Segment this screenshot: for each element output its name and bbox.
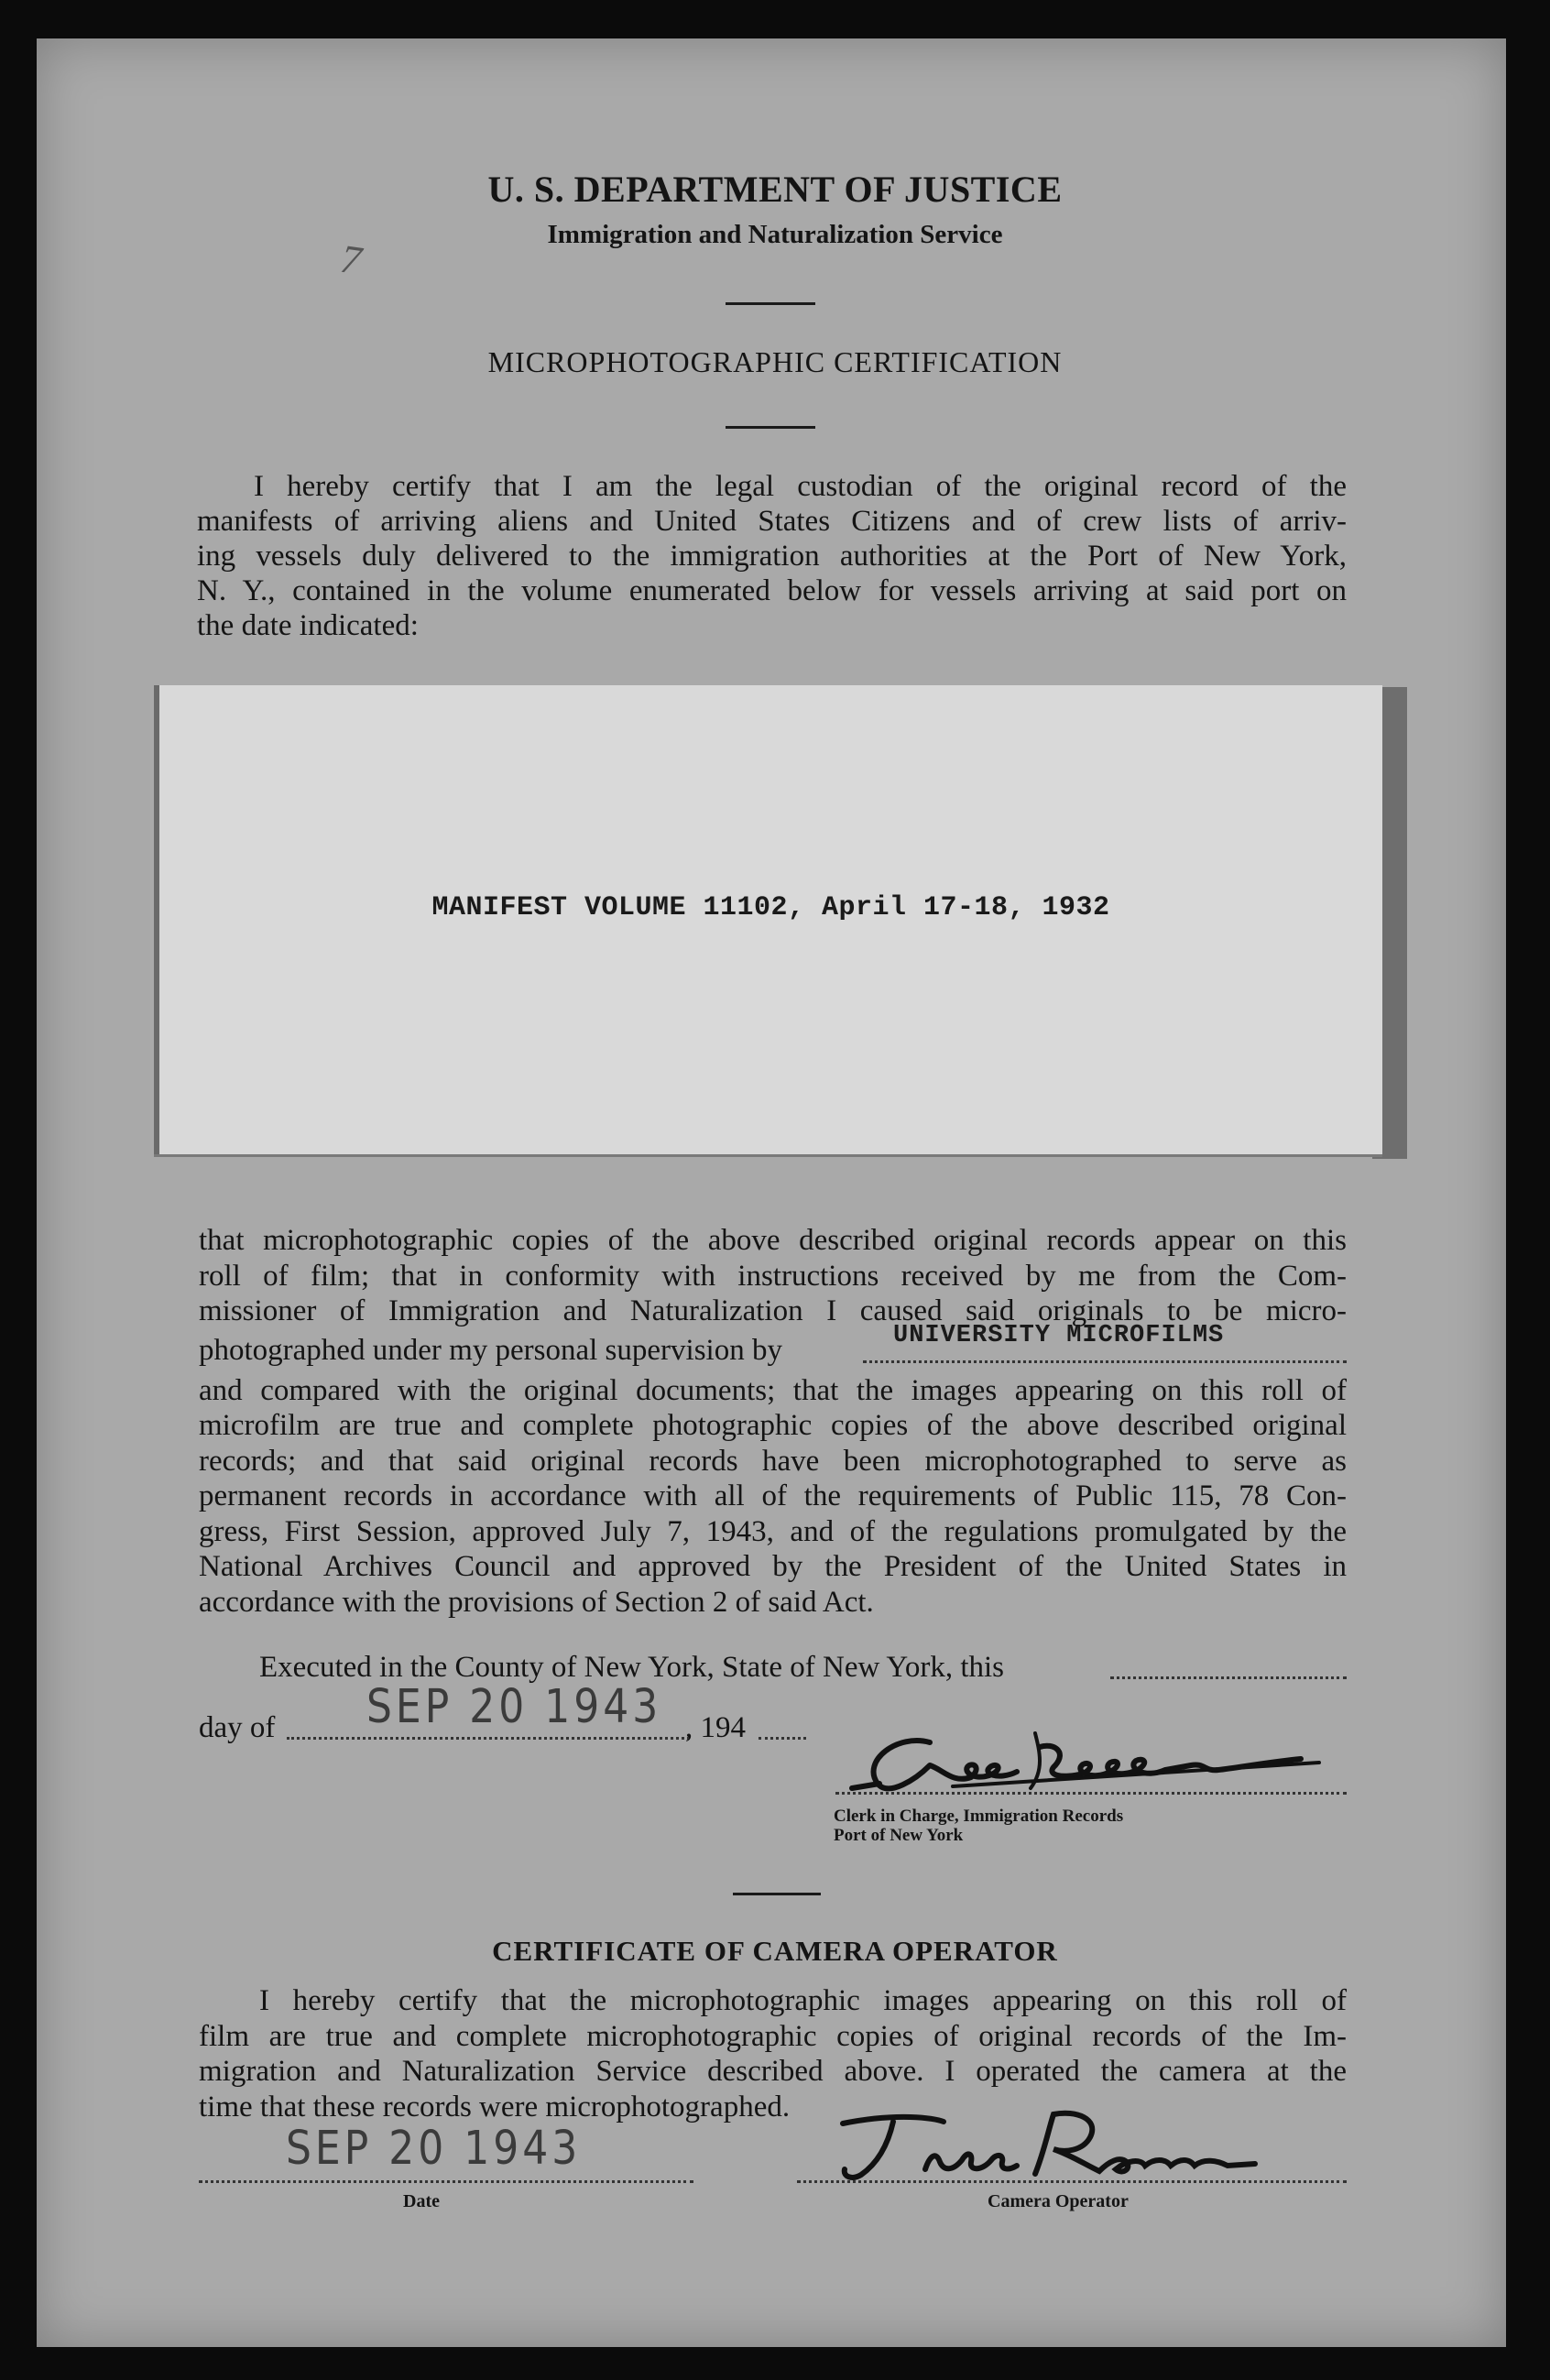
camera-line: time that these records were microphotographed. (199, 2090, 791, 2123)
body-line: microfilm are true and complete photographic copies of the above described original (199, 1409, 1347, 1442)
intro-line: ing vessels duly delivered to the immigration authorities at the Port of New York, (197, 540, 1347, 573)
execution-line: Executed in the County of New York, State of New York, this (259, 1651, 1005, 1684)
year-dotted-line (759, 1737, 806, 1740)
body-line: and compared with the original documents; that the images appearing on this roll of (199, 1373, 1347, 1407)
body-line: gress, First Session, approved July 7, 1943, and of the regulations promulgated by the (199, 1514, 1347, 1548)
header-divider (726, 302, 815, 305)
clerk-signature (843, 1715, 1356, 1816)
camera-line: I hereby certify that the microphotographic images appearing on this roll of (259, 1984, 1347, 2017)
execution-date-stamp: SEP 20 1943 (366, 1680, 662, 1734)
intro-line: I hereby certify that I am the legal custodian of the original record of the (254, 470, 1347, 503)
camera-line: film are true and complete microphotographic copies of original records of the Im- (199, 2019, 1347, 2053)
clerk-title-line2: Port of New York (834, 1826, 964, 1845)
operator-signature-line (797, 2180, 1347, 2183)
intro-line: manifests of arriving aliens and United States Citizens and of crew lists of arriv- (197, 505, 1347, 538)
clerk-signature-line (835, 1792, 1347, 1795)
body-line: missioner of Immigration and Naturalization I caused said originals to be micro- (199, 1294, 1347, 1327)
camera-divider (733, 1893, 821, 1895)
camera-certificate-title: CERTIFICATE OF CAMERA OPERATOR (492, 1935, 1058, 1967)
volume-card (154, 685, 1382, 1154)
day-of-label: day of (199, 1711, 276, 1744)
operator-stroke-3 (1035, 2113, 1255, 2174)
margin-mark: 7 (337, 235, 365, 284)
supervision-line (199, 1321, 1347, 1373)
intro-line: the date indicated: (197, 609, 419, 642)
volume-card-text: MANIFEST VOLUME 11102, April 17-18, 1932 (431, 892, 1110, 923)
supervisor-name: UNIVERSITY MICROFILMS (893, 1321, 1225, 1349)
body-line: that microphotographic copies of the above described original records appear on this (199, 1224, 1347, 1257)
operator-signature (824, 2105, 1264, 2188)
year-prefix: , 194 (685, 1711, 746, 1744)
date-dotted-line (199, 2180, 693, 2183)
body-line: accordance with the provisions of Section 2 of said Act. (199, 1585, 874, 1619)
body-paragraph (199, 1223, 1347, 1620)
body-line: National Archives Council and approved by the President of the United States in (199, 1550, 1347, 1583)
camera-date-stamp: SEP 20 1943 (286, 2122, 582, 2176)
camera-paragraph (199, 1983, 1347, 2124)
clerk-title (834, 1807, 1123, 1845)
camera-line: migration and Naturalization Service described above. I operated the camera at the (199, 2055, 1347, 2088)
date-label: Date (403, 2191, 440, 2211)
day-dotted-line (287, 1737, 690, 1740)
body-line: records; and that said original records have been microphotographed to serve as (199, 1444, 1347, 1478)
section-divider (726, 426, 815, 429)
intro-line: N. Y., contained in the volume enumerated below for vessels arriving at said port on (197, 574, 1347, 607)
supervision-prefix: photographed under my personal supervision by (199, 1333, 782, 1367)
department-title: U. S. DEPARTMENT OF JUSTICE (487, 169, 1063, 210)
body-line: permanent records in accordance with all of the requirements of Public 115, 78 Con- (199, 1479, 1347, 1512)
execution-dotted-line (1110, 1676, 1347, 1679)
signature-stroke-1 (852, 1741, 1017, 1788)
section-title: MICROPHOTOGRAPHIC CERTIFICATION (487, 345, 1063, 378)
operator-stroke-2 (925, 2154, 1017, 2169)
supervisor-dotted-line (863, 1360, 1347, 1363)
operator-label: Camera Operator (988, 2191, 1129, 2211)
department-subtitle: Immigration and Naturalization Service (547, 220, 1003, 249)
clerk-title-line1: Clerk in Charge, Immigration Records (834, 1807, 1124, 1826)
body-line: roll of film; that in conformity with instructions received by me from the Com- (199, 1259, 1347, 1293)
intro-paragraph (197, 469, 1347, 643)
